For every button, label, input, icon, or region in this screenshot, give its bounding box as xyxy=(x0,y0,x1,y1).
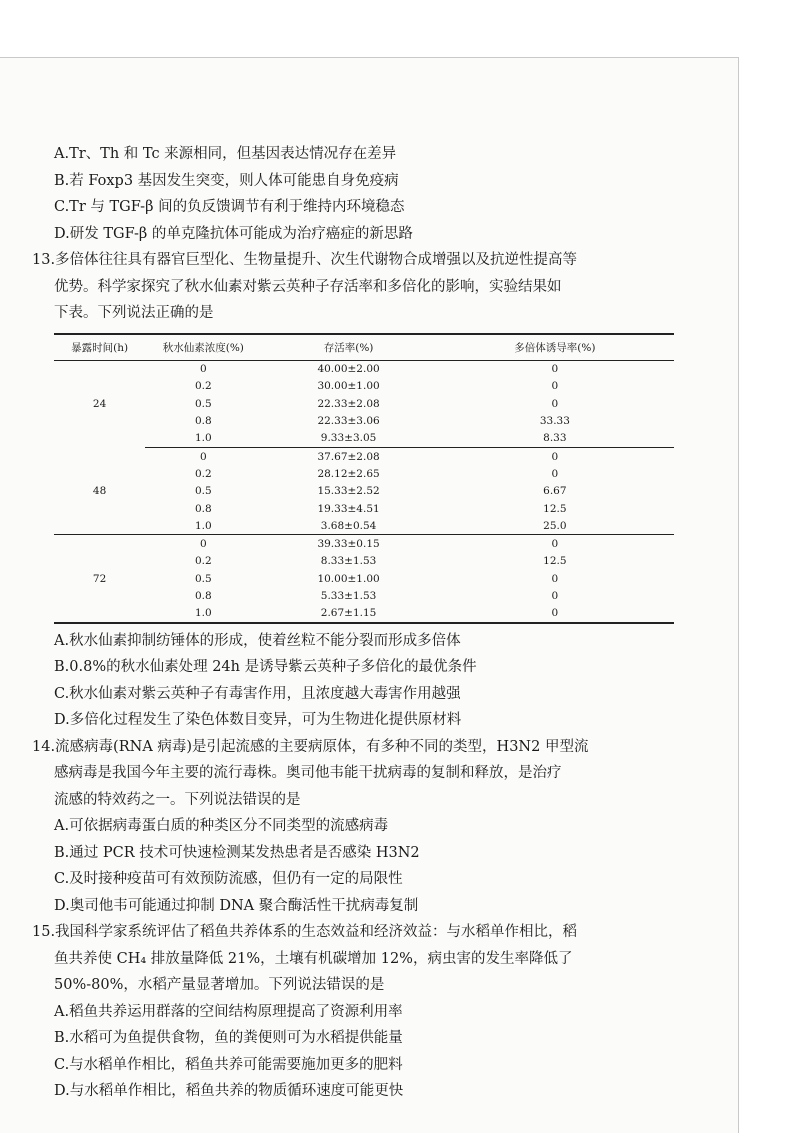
concentration-cell: 0.5 xyxy=(194,485,212,498)
q13-stem-line-1: 13.多倍体往往具有器官巨型化、生物量提升、次生代谢物合成增强以及抗逆性提高等 xyxy=(32,252,578,268)
q12-options xyxy=(32,141,672,247)
question-13 xyxy=(32,247,672,734)
table-row xyxy=(54,483,674,500)
table-row xyxy=(54,430,674,448)
concentration-cell: 1.0 xyxy=(145,430,261,448)
q15-option-b: B.水稻可为鱼提供食物，鱼的粪便则可为水稻提供能量 xyxy=(54,1030,403,1047)
table-row xyxy=(54,535,674,553)
concentration-cell: 0.8 xyxy=(194,502,212,515)
q13-data-table xyxy=(54,333,674,624)
induction-cell: 0 xyxy=(551,397,559,410)
survival-cell: 40.00±2.00 xyxy=(317,363,380,376)
survival-cell: 30.00±1.00 xyxy=(317,380,380,393)
table-row xyxy=(54,587,674,604)
induction-cell: 0 xyxy=(551,572,559,585)
question-14 xyxy=(32,734,672,920)
q14-option-a: A.可依据病毒蛋白质的种类区分不同类型的流感病毒 xyxy=(54,818,389,835)
table-row xyxy=(54,465,674,482)
table-row xyxy=(54,517,674,535)
induction-cell: 6.67 xyxy=(543,485,567,498)
survival-cell: 39.33±0.15 xyxy=(317,538,380,551)
survival-cell: 28.12±2.65 xyxy=(317,467,380,480)
q14-option-c: C.及时接种疫苗可有效预防流感，但仍有一定的局限性 xyxy=(54,871,403,888)
concentration-cell: 1.0 xyxy=(145,517,261,535)
q13-option-b: B.0.8%的秋水仙素处理 24h 是诱导紫云英种子多倍化的最优条件 xyxy=(54,659,477,676)
q13-stem-line-2: 优势。科学家探究了秋水仙素对紫云英种子存活率和多倍化的影响，实验结果如 xyxy=(54,278,562,295)
concentration-cell: 0.5 xyxy=(194,397,212,410)
table-row xyxy=(54,605,674,623)
concentration-cell: 0 xyxy=(199,363,207,376)
header-colchicine-concentration: 秋水仙素浓度(%) xyxy=(145,334,261,361)
survival-cell: 5.33±1.53 xyxy=(320,590,377,602)
concentration-cell: 1.0 xyxy=(145,605,261,623)
exam-content xyxy=(32,141,672,1105)
concentration-cell: 0 xyxy=(199,538,207,551)
survival-cell: 9.33±3.05 xyxy=(261,430,435,448)
q13-stem-line-3: 下表。下列说法正确的是 xyxy=(54,305,214,321)
q13-option-d: D.多倍化过程发生了染色体数目变异，可为生物进化提供原材料 xyxy=(54,712,462,729)
concentration-cell: 0.8 xyxy=(194,415,212,428)
survival-cell: 8.33±1.53 xyxy=(320,555,377,568)
concentration-cell: 0.8 xyxy=(194,590,212,602)
table-header-row xyxy=(54,334,674,361)
header-polyploid-induction-rate: 多倍体诱导率(%) xyxy=(436,334,674,361)
survival-cell: 37.67±2.08 xyxy=(317,450,380,463)
header-exposure-time: 暴露时间(h) xyxy=(54,334,145,361)
q15-option-a: A.稻鱼共养运用群落的空间结构原理提高了资源利用率 xyxy=(54,1003,403,1020)
induction-cell: 0 xyxy=(551,363,559,376)
concentration-cell: 0 xyxy=(199,450,207,463)
header-survival-rate: 存活率(%) xyxy=(261,334,435,361)
table-row xyxy=(54,447,674,465)
q15-stem-line-1: 15.我国科学家系统评估了稻鱼共养体系的生态效益和经济效益：与水稻单作相比，稻 xyxy=(32,924,578,941)
induction-cell: 0 xyxy=(436,605,674,623)
survival-cell: 22.33±2.08 xyxy=(317,397,380,410)
induction-cell: 0 xyxy=(551,450,559,463)
table-row xyxy=(54,378,674,395)
concentration-cell: 0.2 xyxy=(194,555,212,568)
table-row xyxy=(54,553,674,570)
q15-option-c: C.与水稻单作相比，稻鱼共养可能需要施加更多的肥料 xyxy=(54,1056,403,1073)
survival-cell: 15.33±2.52 xyxy=(317,485,380,498)
time-cell: 48 xyxy=(54,447,145,534)
concentration-cell: 0.2 xyxy=(194,467,212,480)
induction-cell: 0 xyxy=(551,590,559,602)
survival-cell: 3.68±0.54 xyxy=(261,517,435,535)
q12-option-b: B.若 Foxp3 基因发生突变，则人体可能患自身免疫病 xyxy=(54,172,399,189)
q14-stem-line-2: 感病毒是我国今年主要的流行毒株。奥司他韦能干扰病毒的复制和释放，是治疗 xyxy=(54,765,562,782)
q13-option-c: C.秋水仙素对紫云英种子有毒害作用，且浓度越大毒害作用越强 xyxy=(54,685,461,702)
q13-option-a: A.秋水仙素抑制纺锤体的形成，使着丝粒不能分裂而形成多倍体 xyxy=(54,632,461,649)
concentration-cell: 0.5 xyxy=(194,572,212,585)
induction-cell: 33.33 xyxy=(539,415,570,428)
survival-cell: 19.33±4.51 xyxy=(317,502,380,515)
induction-cell: 0 xyxy=(551,538,559,551)
q14-stem-line-1: 14.流感病毒(RNA 病毒)是引起流感的主要病原体，有多种不同的类型，H3N2 甲型流 xyxy=(32,738,589,755)
q12-option-a: A.Tr、Th 和 Tc 来源相同，但基因表达情况存在差异 xyxy=(54,146,397,162)
survival-cell: 2.67±1.15 xyxy=(261,605,435,623)
table-body xyxy=(54,360,674,623)
table-row xyxy=(54,500,674,517)
table-row xyxy=(54,395,674,412)
q15-stem-line-3: 50%-80%，水稻产量显著增加。下列说法错误的是 xyxy=(54,977,385,994)
q14-option-b: B.通过 PCR 技术可快速检测某发热患者是否感染 H3N2 xyxy=(54,844,420,861)
survival-cell: 10.00±1.00 xyxy=(317,572,380,585)
time-cell: 24 xyxy=(92,397,107,410)
q14-option-d: D.奥司他韦可能通过抑制 DNA 聚合酶活性干扰病毒复制 xyxy=(54,897,419,914)
question-15 xyxy=(32,919,672,1105)
q15-option-d: D.与水稻单作相比，稻鱼共养的物质循环速度可能更快 xyxy=(54,1083,404,1100)
induction-cell: 25.0 xyxy=(436,517,674,535)
q15-stem-line-2: 鱼共养使 CH₄ 排放量降低 21%，土壤有机碳增加 12%，病虫害的发生率降低了 xyxy=(54,950,573,967)
q14-stem-line-3: 流感的特效药之一。下列说法错误的是 xyxy=(54,791,301,808)
induction-cell: 12.5 xyxy=(543,555,567,568)
concentration-cell: 0.2 xyxy=(194,380,212,393)
q12-option-d: D.研发 TGF-β 的单克隆抗体可能成为治疗癌症的新思路 xyxy=(54,225,413,242)
induction-cell: 8.33 xyxy=(436,430,674,448)
table-row xyxy=(54,360,674,378)
induction-cell: 12.5 xyxy=(543,502,567,515)
table-row xyxy=(54,570,674,587)
induction-cell: 0 xyxy=(551,380,559,393)
survival-cell: 22.33±3.06 xyxy=(317,415,380,428)
q12-option-c: C.Tr 与 TGF-β 间的负反馈调节有利于维持内环境稳态 xyxy=(54,199,405,215)
time-cell: 72 xyxy=(54,535,145,623)
table-row xyxy=(54,412,674,429)
induction-cell: 0 xyxy=(551,467,559,480)
